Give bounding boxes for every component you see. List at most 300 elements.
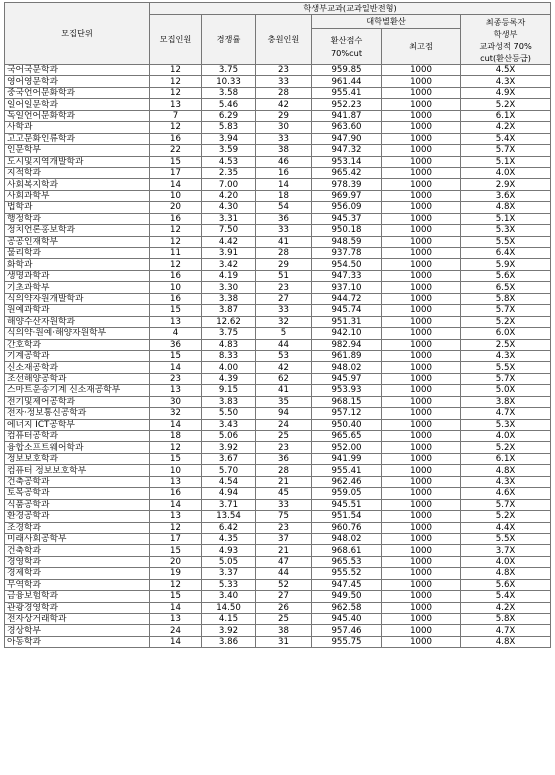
- cell-score70: 961.89: [312, 350, 382, 361]
- cell-final-grade: 5.5X: [461, 362, 551, 373]
- cell-unit: 간호학과: [5, 339, 150, 350]
- cell-filled: 51: [256, 270, 312, 281]
- table-row: [5, 179, 551, 190]
- cell-unit: 컴퓨터 정보보호학부: [5, 465, 150, 476]
- cell-competition: 10.33: [202, 76, 256, 87]
- table-row: [5, 591, 551, 602]
- cell-max-score: 1000: [382, 442, 461, 453]
- cell-filled: 27: [256, 591, 312, 602]
- cell-recruit: 10: [150, 465, 202, 476]
- cell-unit: 법학과: [5, 202, 150, 213]
- cell-filled: 28: [256, 87, 312, 98]
- cell-score70: 962.46: [312, 476, 382, 487]
- table-row: [5, 476, 551, 487]
- cell-final-grade: 5.1X: [461, 156, 551, 167]
- table-row: [5, 339, 551, 350]
- cell-score70: 957.12: [312, 408, 382, 419]
- cell-unit: 경제학과: [5, 568, 150, 579]
- cell-final-grade: 5.5X: [461, 236, 551, 247]
- cell-max-score: 1000: [382, 453, 461, 464]
- header-score70: 환산점수 70%cut: [312, 29, 382, 65]
- cell-recruit: 11: [150, 248, 202, 259]
- table-row: [5, 190, 551, 201]
- cell-unit: 환경공학과: [5, 511, 150, 522]
- cell-unit: 사회복지학과: [5, 179, 150, 190]
- cell-filled: 23: [256, 282, 312, 293]
- cell-final-grade: 4.0X: [461, 431, 551, 442]
- cell-max-score: 1000: [382, 156, 461, 167]
- cell-score70: 937.78: [312, 248, 382, 259]
- cell-unit: 에너지 ICT공학부: [5, 419, 150, 430]
- cell-unit: 무역학과: [5, 579, 150, 590]
- table-row: [5, 614, 551, 625]
- cell-max-score: 1000: [382, 591, 461, 602]
- cell-score70: 951.54: [312, 511, 382, 522]
- table-row: [5, 122, 551, 133]
- table-row: [5, 305, 551, 316]
- cell-score70: 950.40: [312, 419, 382, 430]
- cell-filled: 42: [256, 362, 312, 373]
- table-row: [5, 533, 551, 544]
- cell-recruit: 12: [150, 442, 202, 453]
- cell-max-score: 1000: [382, 99, 461, 110]
- header-competition: 경쟁률: [202, 15, 256, 65]
- cell-score70: 945.74: [312, 305, 382, 316]
- cell-score70: 962.58: [312, 602, 382, 613]
- cell-score70: 969.97: [312, 190, 382, 201]
- table-row: [5, 270, 551, 281]
- cell-final-grade: 5.2X: [461, 316, 551, 327]
- cell-final-grade: 4.8X: [461, 202, 551, 213]
- cell-score70: 952.00: [312, 442, 382, 453]
- cell-max-score: 1000: [382, 76, 461, 87]
- cell-recruit: 12: [150, 122, 202, 133]
- cell-final-grade: 6.4X: [461, 248, 551, 259]
- cell-unit: 사학과: [5, 122, 150, 133]
- cell-max-score: 1000: [382, 602, 461, 613]
- cell-unit: 미래사회공학부: [5, 533, 150, 544]
- cell-recruit: 20: [150, 202, 202, 213]
- cell-recruit: 14: [150, 602, 202, 613]
- cell-recruit: 12: [150, 236, 202, 247]
- cell-score70: 959.05: [312, 488, 382, 499]
- cell-competition: 3.71: [202, 499, 256, 510]
- table-row: [5, 316, 551, 327]
- cell-recruit: 15: [150, 453, 202, 464]
- cell-filled: 62: [256, 373, 312, 384]
- cell-unit: 식품공학과: [5, 499, 150, 510]
- cell-final-grade: 5.2X: [461, 442, 551, 453]
- table-row: [5, 408, 551, 419]
- cell-max-score: 1000: [382, 87, 461, 98]
- cell-filled: 32: [256, 316, 312, 327]
- cell-competition: 6.29: [202, 110, 256, 121]
- cell-score70: 948.02: [312, 362, 382, 373]
- cell-max-score: 1000: [382, 167, 461, 178]
- cell-unit: 전자·정보통신공학과: [5, 408, 150, 419]
- cell-recruit: 14: [150, 499, 202, 510]
- cell-max-score: 1000: [382, 202, 461, 213]
- table-row: [5, 350, 551, 361]
- cell-competition: 3.75: [202, 65, 256, 76]
- cell-unit: 조경학과: [5, 522, 150, 533]
- cell-recruit: 16: [150, 488, 202, 499]
- cell-unit: 전기및제어공학과: [5, 396, 150, 407]
- cell-recruit: 18: [150, 431, 202, 442]
- cell-competition: 5.46: [202, 99, 256, 110]
- cell-score70: 965.53: [312, 556, 382, 567]
- table-row: [5, 110, 551, 121]
- table-row: [5, 145, 551, 156]
- cell-competition: 9.15: [202, 385, 256, 396]
- table-row: [5, 99, 551, 110]
- cell-final-grade: 2.5X: [461, 339, 551, 350]
- cell-recruit: 12: [150, 225, 202, 236]
- cell-final-grade: 5.7X: [461, 499, 551, 510]
- cell-final-grade: 6.1X: [461, 110, 551, 121]
- cell-final-grade: 5.8X: [461, 293, 551, 304]
- cell-filled: 36: [256, 213, 312, 224]
- table-row: [5, 248, 551, 259]
- cell-competition: 14.50: [202, 602, 256, 613]
- header-filled: 충원인원: [256, 15, 312, 65]
- table-row: [5, 202, 551, 213]
- cell-max-score: 1000: [382, 465, 461, 476]
- header-group-title: 학생부교과(교과일반전형): [150, 3, 551, 15]
- cell-final-grade: 4.6X: [461, 488, 551, 499]
- cell-filled: 44: [256, 339, 312, 350]
- cell-filled: 30: [256, 122, 312, 133]
- table-row: [5, 236, 551, 247]
- cell-final-grade: 4.0X: [461, 167, 551, 178]
- cell-final-grade: 5.7X: [461, 305, 551, 316]
- cell-score70: 956.09: [312, 202, 382, 213]
- cell-recruit: 12: [150, 87, 202, 98]
- cell-competition: 12.62: [202, 316, 256, 327]
- cell-max-score: 1000: [382, 614, 461, 625]
- table-row: [5, 87, 551, 98]
- cell-score70: 941.99: [312, 453, 382, 464]
- cell-max-score: 1000: [382, 625, 461, 636]
- cell-competition: 7.00: [202, 179, 256, 190]
- cell-score70: 947.33: [312, 270, 382, 281]
- cell-final-grade: 5.9X: [461, 259, 551, 270]
- cell-competition: 4.19: [202, 270, 256, 281]
- cell-score70: 937.10: [312, 282, 382, 293]
- cell-competition: 4.39: [202, 373, 256, 384]
- table-row: [5, 213, 551, 224]
- cell-filled: 33: [256, 305, 312, 316]
- cell-max-score: 1000: [382, 568, 461, 579]
- table-row: [5, 76, 551, 87]
- cell-competition: 3.87: [202, 305, 256, 316]
- cell-recruit: 13: [150, 385, 202, 396]
- cell-competition: 3.59: [202, 145, 256, 156]
- cell-final-grade: 6.5X: [461, 282, 551, 293]
- cell-max-score: 1000: [382, 362, 461, 373]
- cell-filled: 36: [256, 453, 312, 464]
- cell-unit: 관광경영학과: [5, 602, 150, 613]
- cell-max-score: 1000: [382, 122, 461, 133]
- table-row: [5, 282, 551, 293]
- cell-final-grade: 6.0X: [461, 328, 551, 339]
- cell-max-score: 1000: [382, 316, 461, 327]
- table-header: [5, 3, 551, 65]
- cell-score70: 965.42: [312, 167, 382, 178]
- cell-competition: 3.31: [202, 213, 256, 224]
- cell-recruit: 32: [150, 408, 202, 419]
- cell-final-grade: 5.3X: [461, 225, 551, 236]
- cell-unit: 전자상거래학과: [5, 614, 150, 625]
- cell-recruit: 13: [150, 99, 202, 110]
- cell-final-grade: 5.8X: [461, 614, 551, 625]
- cell-filled: 94: [256, 408, 312, 419]
- cell-filled: 53: [256, 350, 312, 361]
- cell-max-score: 1000: [382, 179, 461, 190]
- cell-score70: 947.90: [312, 133, 382, 144]
- cell-final-grade: 5.6X: [461, 579, 551, 590]
- cell-unit: 건축학과: [5, 545, 150, 556]
- cell-max-score: 1000: [382, 328, 461, 339]
- cell-final-grade: 5.2X: [461, 99, 551, 110]
- cell-competition: 5.70: [202, 465, 256, 476]
- cell-competition: 13.54: [202, 511, 256, 522]
- cell-max-score: 1000: [382, 476, 461, 487]
- table-row: [5, 385, 551, 396]
- cell-unit: 물리학과: [5, 248, 150, 259]
- cell-score70: 959.85: [312, 65, 382, 76]
- cell-max-score: 1000: [382, 556, 461, 567]
- cell-filled: 33: [256, 225, 312, 236]
- cell-competition: 3.94: [202, 133, 256, 144]
- cell-max-score: 1000: [382, 305, 461, 316]
- cell-max-score: 1000: [382, 145, 461, 156]
- cell-unit: 행정학과: [5, 213, 150, 224]
- cell-unit: 경영학과: [5, 556, 150, 567]
- cell-competition: 4.42: [202, 236, 256, 247]
- cell-recruit: 12: [150, 579, 202, 590]
- cell-competition: 4.30: [202, 202, 256, 213]
- cell-final-grade: 4.3X: [461, 350, 551, 361]
- cell-recruit: 16: [150, 133, 202, 144]
- cell-filled: 28: [256, 465, 312, 476]
- cell-competition: 3.67: [202, 453, 256, 464]
- cell-unit: 토목공학과: [5, 488, 150, 499]
- cell-unit: 금융보험학과: [5, 591, 150, 602]
- cell-unit: 해양수산자원학과: [5, 316, 150, 327]
- cell-unit: 사회과학부: [5, 190, 150, 201]
- cell-max-score: 1000: [382, 133, 461, 144]
- cell-competition: 3.75: [202, 328, 256, 339]
- cell-max-score: 1000: [382, 499, 461, 510]
- cell-filled: 47: [256, 556, 312, 567]
- cell-unit: 건축공학과: [5, 476, 150, 487]
- table-row: [5, 522, 551, 533]
- cell-filled: 18: [256, 190, 312, 201]
- table-row: [5, 396, 551, 407]
- cell-score70: 955.41: [312, 465, 382, 476]
- cell-recruit: 23: [150, 373, 202, 384]
- cell-competition: 7.50: [202, 225, 256, 236]
- cell-filled: 25: [256, 431, 312, 442]
- header-recruit: 모집인원: [150, 15, 202, 65]
- cell-recruit: 30: [150, 396, 202, 407]
- cell-competition: 4.35: [202, 533, 256, 544]
- cell-unit: 도시및지역개발학과: [5, 156, 150, 167]
- cell-recruit: 4: [150, 328, 202, 339]
- cell-recruit: 16: [150, 293, 202, 304]
- table-row: [5, 373, 551, 384]
- header-max-score: 최고점: [382, 29, 461, 65]
- cell-max-score: 1000: [382, 248, 461, 259]
- cell-recruit: 20: [150, 556, 202, 567]
- cell-final-grade: 4.2X: [461, 122, 551, 133]
- cell-score70: 968.61: [312, 545, 382, 556]
- cell-filled: 37: [256, 533, 312, 544]
- cell-final-grade: 2.9X: [461, 179, 551, 190]
- cell-score70: 948.59: [312, 236, 382, 247]
- cell-filled: 26: [256, 602, 312, 613]
- cell-filled: 29: [256, 259, 312, 270]
- cell-score70: 947.45: [312, 579, 382, 590]
- cell-filled: 31: [256, 636, 312, 647]
- cell-score70: 957.46: [312, 625, 382, 636]
- cell-score70: 968.15: [312, 396, 382, 407]
- cell-competition: 3.37: [202, 568, 256, 579]
- cell-recruit: 14: [150, 636, 202, 647]
- cell-filled: 33: [256, 133, 312, 144]
- cell-unit: 원예과학과: [5, 305, 150, 316]
- cell-recruit: 13: [150, 511, 202, 522]
- cell-final-grade: 5.4X: [461, 133, 551, 144]
- cell-final-grade: 4.7X: [461, 408, 551, 419]
- cell-recruit: 17: [150, 167, 202, 178]
- table-row: [5, 488, 551, 499]
- table-row: [5, 167, 551, 178]
- admission-results-table-wrap: [4, 2, 550, 648]
- cell-filled: 41: [256, 385, 312, 396]
- cell-score70: 945.40: [312, 614, 382, 625]
- cell-max-score: 1000: [382, 293, 461, 304]
- cell-unit: 일어일문학과: [5, 99, 150, 110]
- cell-competition: 5.83: [202, 122, 256, 133]
- cell-score70: 950.18: [312, 225, 382, 236]
- cell-max-score: 1000: [382, 225, 461, 236]
- cell-final-grade: 5.0X: [461, 385, 551, 396]
- cell-unit: 컴퓨터공학과: [5, 431, 150, 442]
- cell-competition: 4.83: [202, 339, 256, 350]
- cell-recruit: 13: [150, 614, 202, 625]
- cell-final-grade: 5.1X: [461, 213, 551, 224]
- cell-max-score: 1000: [382, 270, 461, 281]
- cell-competition: 4.00: [202, 362, 256, 373]
- table-row: [5, 636, 551, 647]
- cell-score70: 955.52: [312, 568, 382, 579]
- cell-final-grade: 4.3X: [461, 76, 551, 87]
- cell-recruit: 17: [150, 533, 202, 544]
- table-row: [5, 65, 551, 76]
- cell-score70: 942.10: [312, 328, 382, 339]
- cell-filled: 28: [256, 248, 312, 259]
- cell-filled: 54: [256, 202, 312, 213]
- cell-recruit: 12: [150, 259, 202, 270]
- cell-score70: 948.02: [312, 533, 382, 544]
- cell-score70: 951.31: [312, 316, 382, 327]
- cell-competition: 5.06: [202, 431, 256, 442]
- cell-unit: 스마트운송기계 신소재공학부: [5, 385, 150, 396]
- cell-competition: 4.94: [202, 488, 256, 499]
- cell-filled: 35: [256, 396, 312, 407]
- cell-recruit: 14: [150, 419, 202, 430]
- cell-final-grade: 4.3X: [461, 476, 551, 487]
- cell-recruit: 15: [150, 156, 202, 167]
- cell-max-score: 1000: [382, 350, 461, 361]
- table-row: [5, 328, 551, 339]
- cell-recruit: 14: [150, 179, 202, 190]
- cell-unit: 융합소프트웨어학과: [5, 442, 150, 453]
- cell-unit: 경상학부: [5, 625, 150, 636]
- cell-filled: 21: [256, 476, 312, 487]
- cell-final-grade: 4.7X: [461, 625, 551, 636]
- table-row: [5, 362, 551, 373]
- cell-recruit: 14: [150, 362, 202, 373]
- cell-recruit: 10: [150, 282, 202, 293]
- cell-competition: 3.83: [202, 396, 256, 407]
- cell-competition: 6.42: [202, 522, 256, 533]
- cell-unit: 영어영문학과: [5, 76, 150, 87]
- cell-max-score: 1000: [382, 522, 461, 533]
- cell-competition: 3.58: [202, 87, 256, 98]
- cell-score70: 978.39: [312, 179, 382, 190]
- cell-final-grade: 5.5X: [461, 533, 551, 544]
- cell-max-score: 1000: [382, 236, 461, 247]
- cell-competition: 3.91: [202, 248, 256, 259]
- cell-max-score: 1000: [382, 373, 461, 384]
- cell-final-grade: 4.4X: [461, 522, 551, 533]
- cell-unit: 정치언론홍보학과: [5, 225, 150, 236]
- cell-max-score: 1000: [382, 65, 461, 76]
- cell-unit: 기계공학과: [5, 350, 150, 361]
- cell-final-grade: 5.6X: [461, 270, 551, 281]
- table-row: [5, 293, 551, 304]
- cell-competition: 8.33: [202, 350, 256, 361]
- cell-max-score: 1000: [382, 488, 461, 499]
- cell-filled: 29: [256, 110, 312, 121]
- header-univ-score: 대학별환산: [312, 15, 461, 29]
- cell-score70: 963.60: [312, 122, 382, 133]
- table-row: [5, 556, 551, 567]
- cell-filled: 42: [256, 99, 312, 110]
- cell-final-grade: 4.9X: [461, 87, 551, 98]
- table-row: [5, 156, 551, 167]
- cell-score70: 955.41: [312, 87, 382, 98]
- cell-filled: 38: [256, 145, 312, 156]
- cell-score70: 960.76: [312, 522, 382, 533]
- header-final: 최종등록자 학생부 교과성적 70% cut(환산등급): [461, 15, 551, 65]
- cell-competition: 5.33: [202, 579, 256, 590]
- table-row: [5, 568, 551, 579]
- cell-competition: 3.86: [202, 636, 256, 647]
- table-row: [5, 259, 551, 270]
- cell-competition: 3.43: [202, 419, 256, 430]
- cell-unit: 인문학부: [5, 145, 150, 156]
- cell-max-score: 1000: [382, 419, 461, 430]
- cell-score70: 965.65: [312, 431, 382, 442]
- cell-unit: 식의약자원개발학과: [5, 293, 150, 304]
- cell-final-grade: 3.7X: [461, 545, 551, 556]
- table-row: [5, 625, 551, 636]
- cell-score70: 945.97: [312, 373, 382, 384]
